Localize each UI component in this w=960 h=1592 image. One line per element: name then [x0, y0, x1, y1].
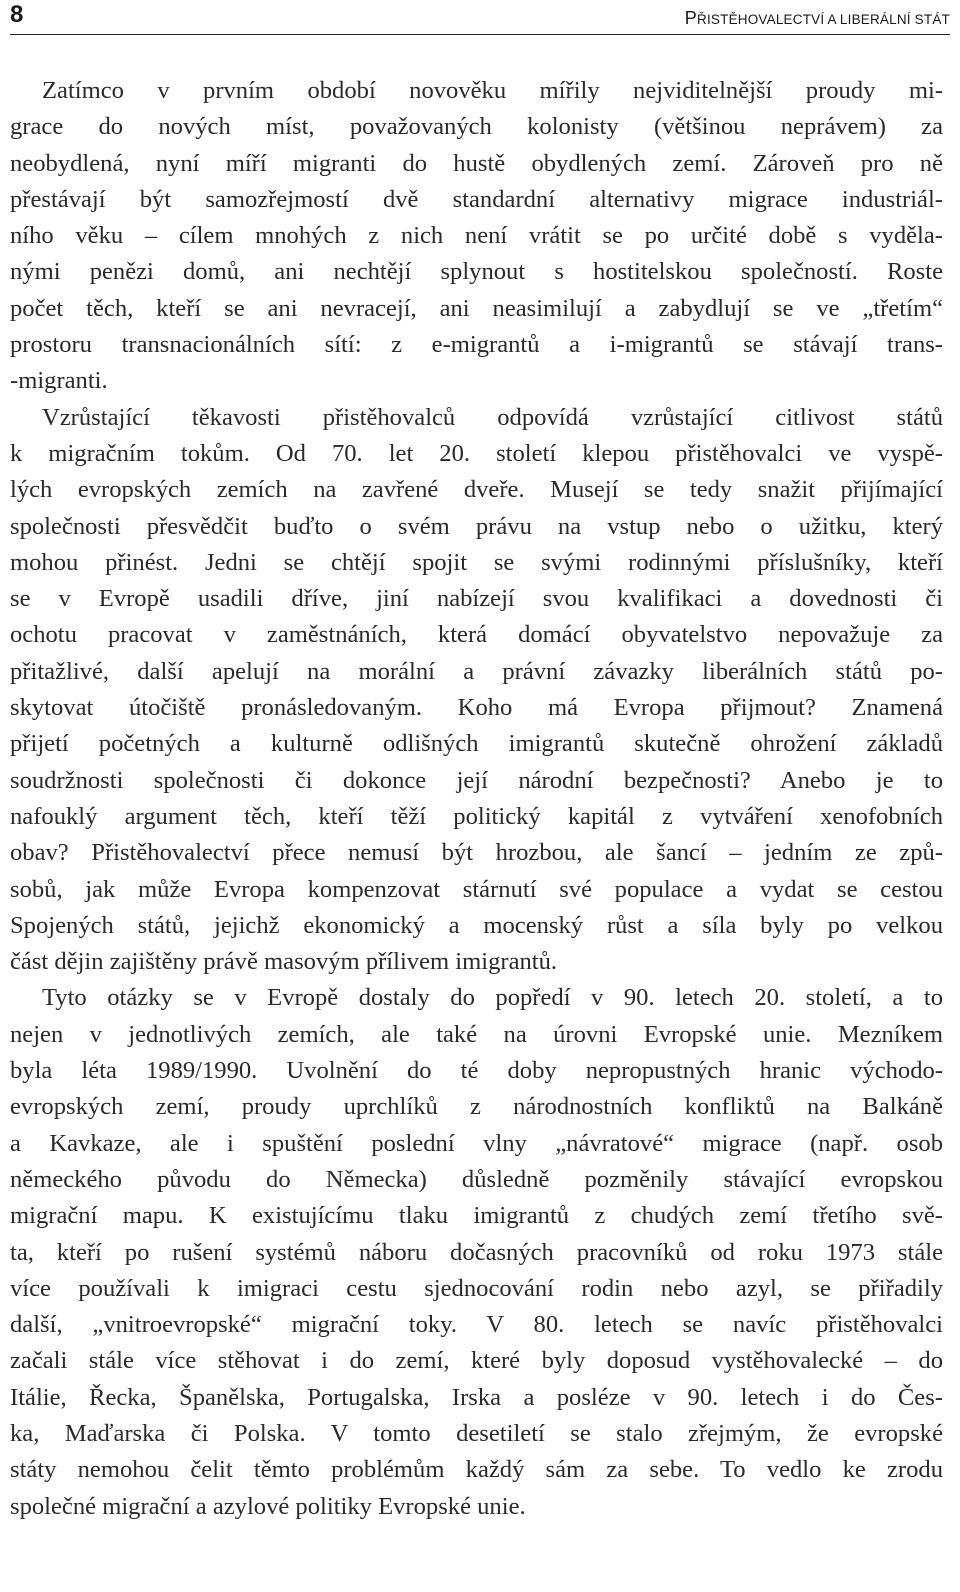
text-line: přestávají být samozřejmostí dvě standardní alternativy migrace industriál- — [10, 185, 943, 213]
body-text — [10, 73, 943, 1525]
text-line: začali stále více stěhovat i do zemí, které byly doposud vystěhovalecké – do — [10, 1347, 943, 1375]
text-line: sobů, jak může Evropa kompenzovat stárnutí své populace a vydat se cestou — [10, 875, 943, 903]
text-line: další, „vnitroevropské“ migrační toky. V 80. letech se navíc přistěhovalci — [10, 1311, 943, 1339]
text-line: ta, kteří po rušení systémů náboru dočasných pracovníků od roku 1973 stále — [10, 1238, 943, 1266]
paragraph-1 — [10, 73, 943, 400]
text-line: -migranti. — [10, 367, 108, 395]
text-line: se v Evropě usadili dříve, jiní nabízejí svou kvalifikaci a dovednosti či — [10, 585, 943, 613]
text-line: počet těch, kteří se ani nevracejí, ani neasimilují a zabydlují se ve „třetím“ — [10, 294, 943, 322]
text-line: mohou přinést. Jedni se chtějí spojit se svými rodinnými příslušníky, kteří — [10, 548, 943, 576]
paragraph-2 — [10, 400, 943, 981]
text-line: skytovat útočiště pronásledovaným. Koho má Evropa přijmout? Znamená — [10, 694, 943, 722]
paragraph-3 — [10, 980, 943, 1524]
text-line: nejen v jednotlivých zemích, ale také na úrovni Evropské unie. Mezníkem — [10, 1020, 943, 1048]
text-line: ního věku – cílem mnohých z nich není vrátit se po určité době s vydělа- — [10, 222, 943, 250]
text-line: ka, Maďarska či Polska. V tomto desetiletí se stalo zřejmým, že evropské — [10, 1419, 943, 1447]
text-line: soudržnosti společnosti či dokonce její národní bezpečnosti? Anebo je to — [10, 766, 943, 794]
text-line: Tyto otázky se v Evropě dostaly do popředí v 90. letech 20. století, a to — [42, 984, 943, 1012]
text-line: Itálie, Řecka, Španělska, Portugalska, Irska a posléze v 90. letech i do Čes- — [10, 1383, 943, 1411]
text-line: byla léta 1989/1990. Uvolnění do té doby nepropustných hranic východo- — [10, 1057, 943, 1085]
text-line: přijetí početných a kulturně odlišných imigrantů skutečně ohrožení základů — [10, 730, 943, 758]
text-line: ochotu pracovat v zaměstnáních, která domácí obyvatelstvo nepovažuje za — [10, 621, 943, 649]
text-line: nafouklý argument těch, kteří těží politický kapitál z vytváření xenofobních — [10, 802, 943, 830]
running-title — [685, 8, 950, 30]
text-line: nými penězi domů, ani nechtějí splynout s hostitelskou společností. Roste — [10, 258, 943, 286]
text-line: prostoru transnacionálních sítí: z e-migrantů a i-migrantů se stávají trans- — [10, 331, 943, 359]
text-line: více používali k imigraci cestu sjednocování rodin nebo azyl, se přiřadily — [10, 1274, 943, 1302]
text-line: část dějin zajištěny právě masovým přílivem imigrantů. — [10, 948, 558, 976]
text-line: Zatímco v prvním období novověku mířily nejviditelnější proudy mi- — [42, 77, 943, 104]
text-line: a Kavkaze, ale i spuštění poslední vlny „návratové“ migrace (např. osob — [10, 1129, 943, 1157]
text-line: společnosti přesvědčit buďto o svém právu na vstup nebo o užitku, který — [10, 512, 943, 540]
running-title-text: PŘISTĚHOVALECTVÍ A LIBERÁLNÍ STÁT — [684, 8, 950, 28]
text-line: společné migrační a azylové politiky Evropské unie. — [10, 1492, 526, 1520]
text-line: Vzrůstající těkavosti přistěhovalců odpovídá vzrůstající citlivost států — [42, 403, 943, 431]
text-line: neobydlená, nyní míří migranti do hustě obydlených zemí. Zároveň pro ně — [10, 149, 943, 177]
text-line: migrační mapu. K existujícímu tlaku imigrantů z chudých zemí třetího svě- — [10, 1202, 943, 1230]
text-line: k migračním tokům. Od 70. let 20. století klepou přistěhovalci ve vyspě- — [10, 439, 943, 467]
page-number: 8 — [10, 1, 24, 28]
text-line: přitažlivé, další apelují na morální a právní závazky liberálních států po- — [10, 657, 943, 685]
text-line: německého původu do Německa) důsledně pozměnily stávající evropskou — [10, 1165, 943, 1193]
text-line: lých evropských zemích na zavřené dveře. Musejí se tedy snažit přijímající — [10, 476, 943, 504]
page-header — [10, 0, 950, 35]
text-line: evropských zemí, proudy uprchlíků z národnostních konfliktů na Balkáně — [10, 1093, 943, 1121]
text-line: Spojených států, jejichž ekonomický a mocenský růst a síla byly po velkou — [10, 911, 943, 939]
text-line: obav? Přistěhovalectví přece nemusí být hrozbou, ale šancí – jedním ze způ- — [10, 839, 943, 867]
text-line: grace do nových míst, považovaných kolonisty (většinou neprávem) za — [10, 113, 943, 141]
text-line: státy nemohou čelit těmto problémům každý sám za sebe. To vedlo ke zrodu — [10, 1456, 943, 1484]
